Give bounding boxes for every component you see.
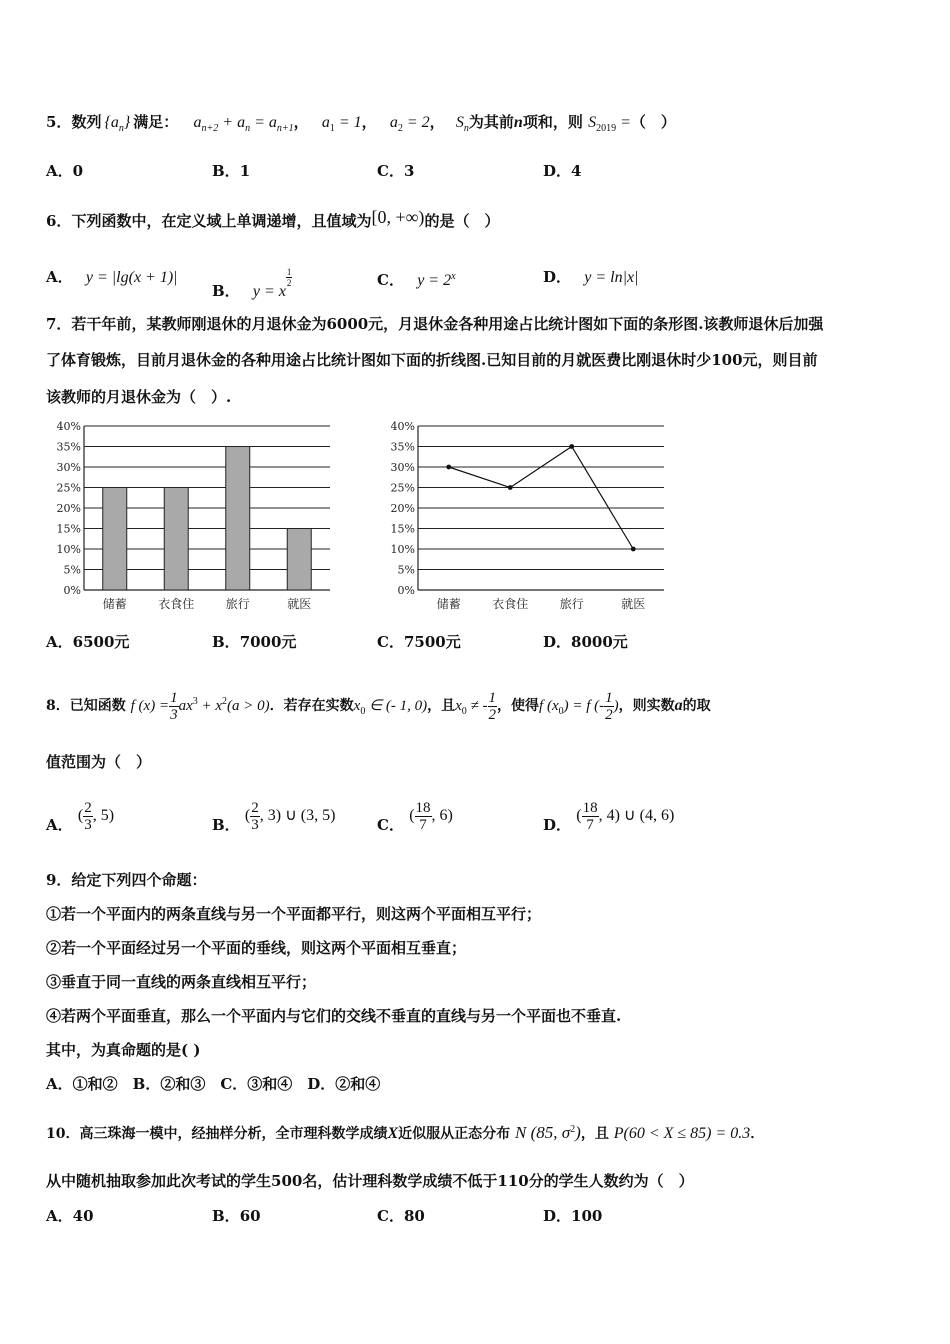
y-tick-label: 20% [56, 502, 81, 515]
y-tick-label: 20% [390, 502, 415, 515]
q5-a1: $a_1 = 1$ [321, 114, 362, 134]
q5-s2019: $S_{2019}$ = [588, 114, 631, 134]
y-tick-label: 10% [56, 543, 81, 556]
bar-chart [40, 418, 340, 614]
q10-option-b: B．60 [212, 1207, 261, 1225]
q7-option-c: C．7500元 [377, 633, 461, 651]
q8-stem-line2: 值范围为（ ） [46, 753, 152, 771]
x-tick-label: 衣食住 [492, 597, 529, 611]
y-tick-label: 0% [63, 584, 81, 597]
y-tick-label: 15% [56, 522, 81, 536]
y-tick-label: 30% [390, 461, 415, 474]
q8-equation: f $(x_0) = f$ (- $\frac{1}{2}$ ) [539, 690, 619, 723]
bar-就医 [287, 529, 311, 591]
q5-option-c: C．3 [377, 162, 415, 180]
q8-option-b: B． ( $\frac{2}{3}$ , 3) ∪ (3, 5) [212, 800, 336, 835]
q10-option-d: D．100 [543, 1207, 603, 1225]
q9-question: 其中，为真命题的是( ) [46, 1041, 201, 1059]
q6-option-a: A． y = |lg(x + 1)| [46, 268, 178, 286]
q8-option-a: A． ( $\frac{2}{3}$ , 5) [46, 800, 115, 835]
q5-option-b: B．1 [212, 162, 251, 180]
q9-item-4: ④若两个平面垂直，那么一个平面内与它们的交线不垂直的直线与另一个平面也不垂直. [46, 1007, 622, 1025]
series-line [449, 447, 634, 550]
q8-function: f (x) = $\frac{1}{3}$ $ax^3 + x^2(a > 0)$ [130, 690, 270, 723]
q10-probability: P(60 < X ≤ 85) = 0.3 [613, 1125, 751, 1142]
q7-option-d: D．8000元 [543, 633, 628, 651]
q5-number: 5． [46, 113, 72, 131]
x-tick-label: 储蓄 [436, 597, 461, 611]
bar-旅行 [226, 447, 250, 591]
q8-stem: 8．已知函数 f (x) = $\frac{1}{3}$ $ax^3 + x^2(a > 0)$．若存在实数$x_0$ ∈ (- 1, 0)，且$x_0$ ≠ - $\frac{1}{2}$ ，使得f $(x_0) = f$ (- $\frac{1}{2}$ )，则实数a的取 [46, 690, 711, 723]
y-tick-label: 40% [390, 420, 415, 433]
q8-x0-neq: $x_0$ ≠ - $\frac{1}{2}$ [455, 690, 497, 723]
y-tick-label: 5% [63, 563, 81, 577]
q8-option-c: C． ( $\frac{18}{7}$ , 6) [377, 800, 453, 835]
y-tick-label: 35% [390, 440, 415, 454]
point-旅行 [569, 444, 574, 449]
y-tick-label: 10% [390, 543, 415, 556]
bar-衣食住 [164, 488, 188, 591]
y-tick-label: 35% [56, 440, 81, 454]
point-衣食住 [508, 485, 513, 490]
x-tick-label: 旅行 [559, 597, 584, 611]
x-tick-label: 旅行 [225, 597, 250, 611]
y-tick-label: 25% [390, 481, 415, 495]
q7-option-b: B．7000元 [212, 633, 297, 651]
point-就医 [631, 547, 636, 552]
x-tick-label: 就医 [621, 597, 646, 611]
q10-option-a: A．40 [46, 1207, 94, 1225]
q5-option-d: D．4 [543, 162, 582, 180]
q7-stem-line1: 7．若干年前，某教师刚退休的月退休金为6000元，月退休金各种用途占比统计图如下面的条形图.该教师退休后加强 [46, 315, 824, 333]
bar-储蓄 [103, 488, 127, 591]
q7-option-a: A．6500元 [46, 633, 130, 651]
q9-item-1: ①若一个平面内的两条直线与另一个平面都平行，则这两个平面相互平行； [46, 905, 542, 923]
q9-title: 9．给定下列四个命题： [46, 871, 207, 889]
q7-stem-line2: 了体育锻炼，目前月退休金的各种用途占比统计图如下面的折线图.已知目前的月就医费比刚退休时少100元，则目前 [46, 351, 818, 369]
q6-option-c: C． $y = 2^x$ [377, 271, 456, 289]
q5-stem: 5．数列 $\{a_n\}$ 满足： $a_{n+2} + a_n = a_{n+1}$， $a_1 = 1$， $a_2 = 2$， $S_n$为其前n项和，则 $S_{2019}$ =（ ） [46, 113, 676, 134]
point-储蓄 [446, 465, 451, 470]
q6-range: [0, +∞) [371, 207, 425, 227]
y-tick-label: 0% [397, 584, 415, 597]
q8-option-d: D． ( $\frac{18}{7}$ , 4) ∪ (4, 6) [543, 800, 675, 835]
q10-option-c: C．80 [377, 1207, 425, 1225]
x-tick-label: 储蓄 [102, 597, 127, 611]
y-tick-label: 40% [56, 420, 81, 433]
x-tick-label: 就医 [287, 597, 312, 611]
y-tick-label: 5% [397, 563, 415, 577]
y-tick-label: 30% [56, 461, 81, 474]
q6-stem: 6．下列函数中，在定义域上单调递增，且值域为[0, +∞)的是（ ） [46, 207, 500, 230]
q8-x0-domain: $x_0$ ∈ (- 1, 0) [353, 697, 428, 717]
q7-stem-line3: 该教师的月退休金为（ ）. [46, 388, 232, 406]
y-tick-label: 25% [56, 481, 81, 495]
q9-item-2: ②若一个平面经过另一个平面的垂线，则这两个平面相互垂直； [46, 939, 467, 957]
q9-options: A．①和② B．②和③ C．③和④ D．②和④ [46, 1075, 381, 1093]
q10-distribution: N (85, $\sigma^2$) [515, 1123, 581, 1142]
x-tick-label: 衣食住 [158, 597, 195, 611]
line-chart [374, 418, 674, 614]
q5-a2: $a_2 = 2$ [389, 114, 430, 134]
y-tick-label: 15% [390, 522, 415, 536]
q6-option-b: B． y = x $\frac{1}{2}$ [212, 267, 292, 300]
q5-recurrence: $a_{n+2} + a_n = a_{n+1}$ [193, 114, 294, 134]
q5-sequence: $\{a_n\}$ [104, 114, 131, 134]
q10-stem: 10．高三珠海一模中，经抽样分析，全市理科数学成绩X近似服从正态分布 N (85, $\sigma^2$)，且 P(60 < X ≤ 85) = 0.3． [46, 1123, 765, 1142]
q5-sn: $S_n$ [455, 114, 469, 134]
q10-stem-line2: 从中随机抽取参加此次考试的学生500名，估计理科数学成绩不低于110分的学生人数约为（ ） [46, 1172, 694, 1190]
q6-option-d: D． y = ln|x| [543, 268, 639, 286]
q5-option-a: A．0 [46, 162, 84, 180]
q9-item-3: ③垂直于同一直线的两条直线相互平行； [46, 973, 317, 991]
